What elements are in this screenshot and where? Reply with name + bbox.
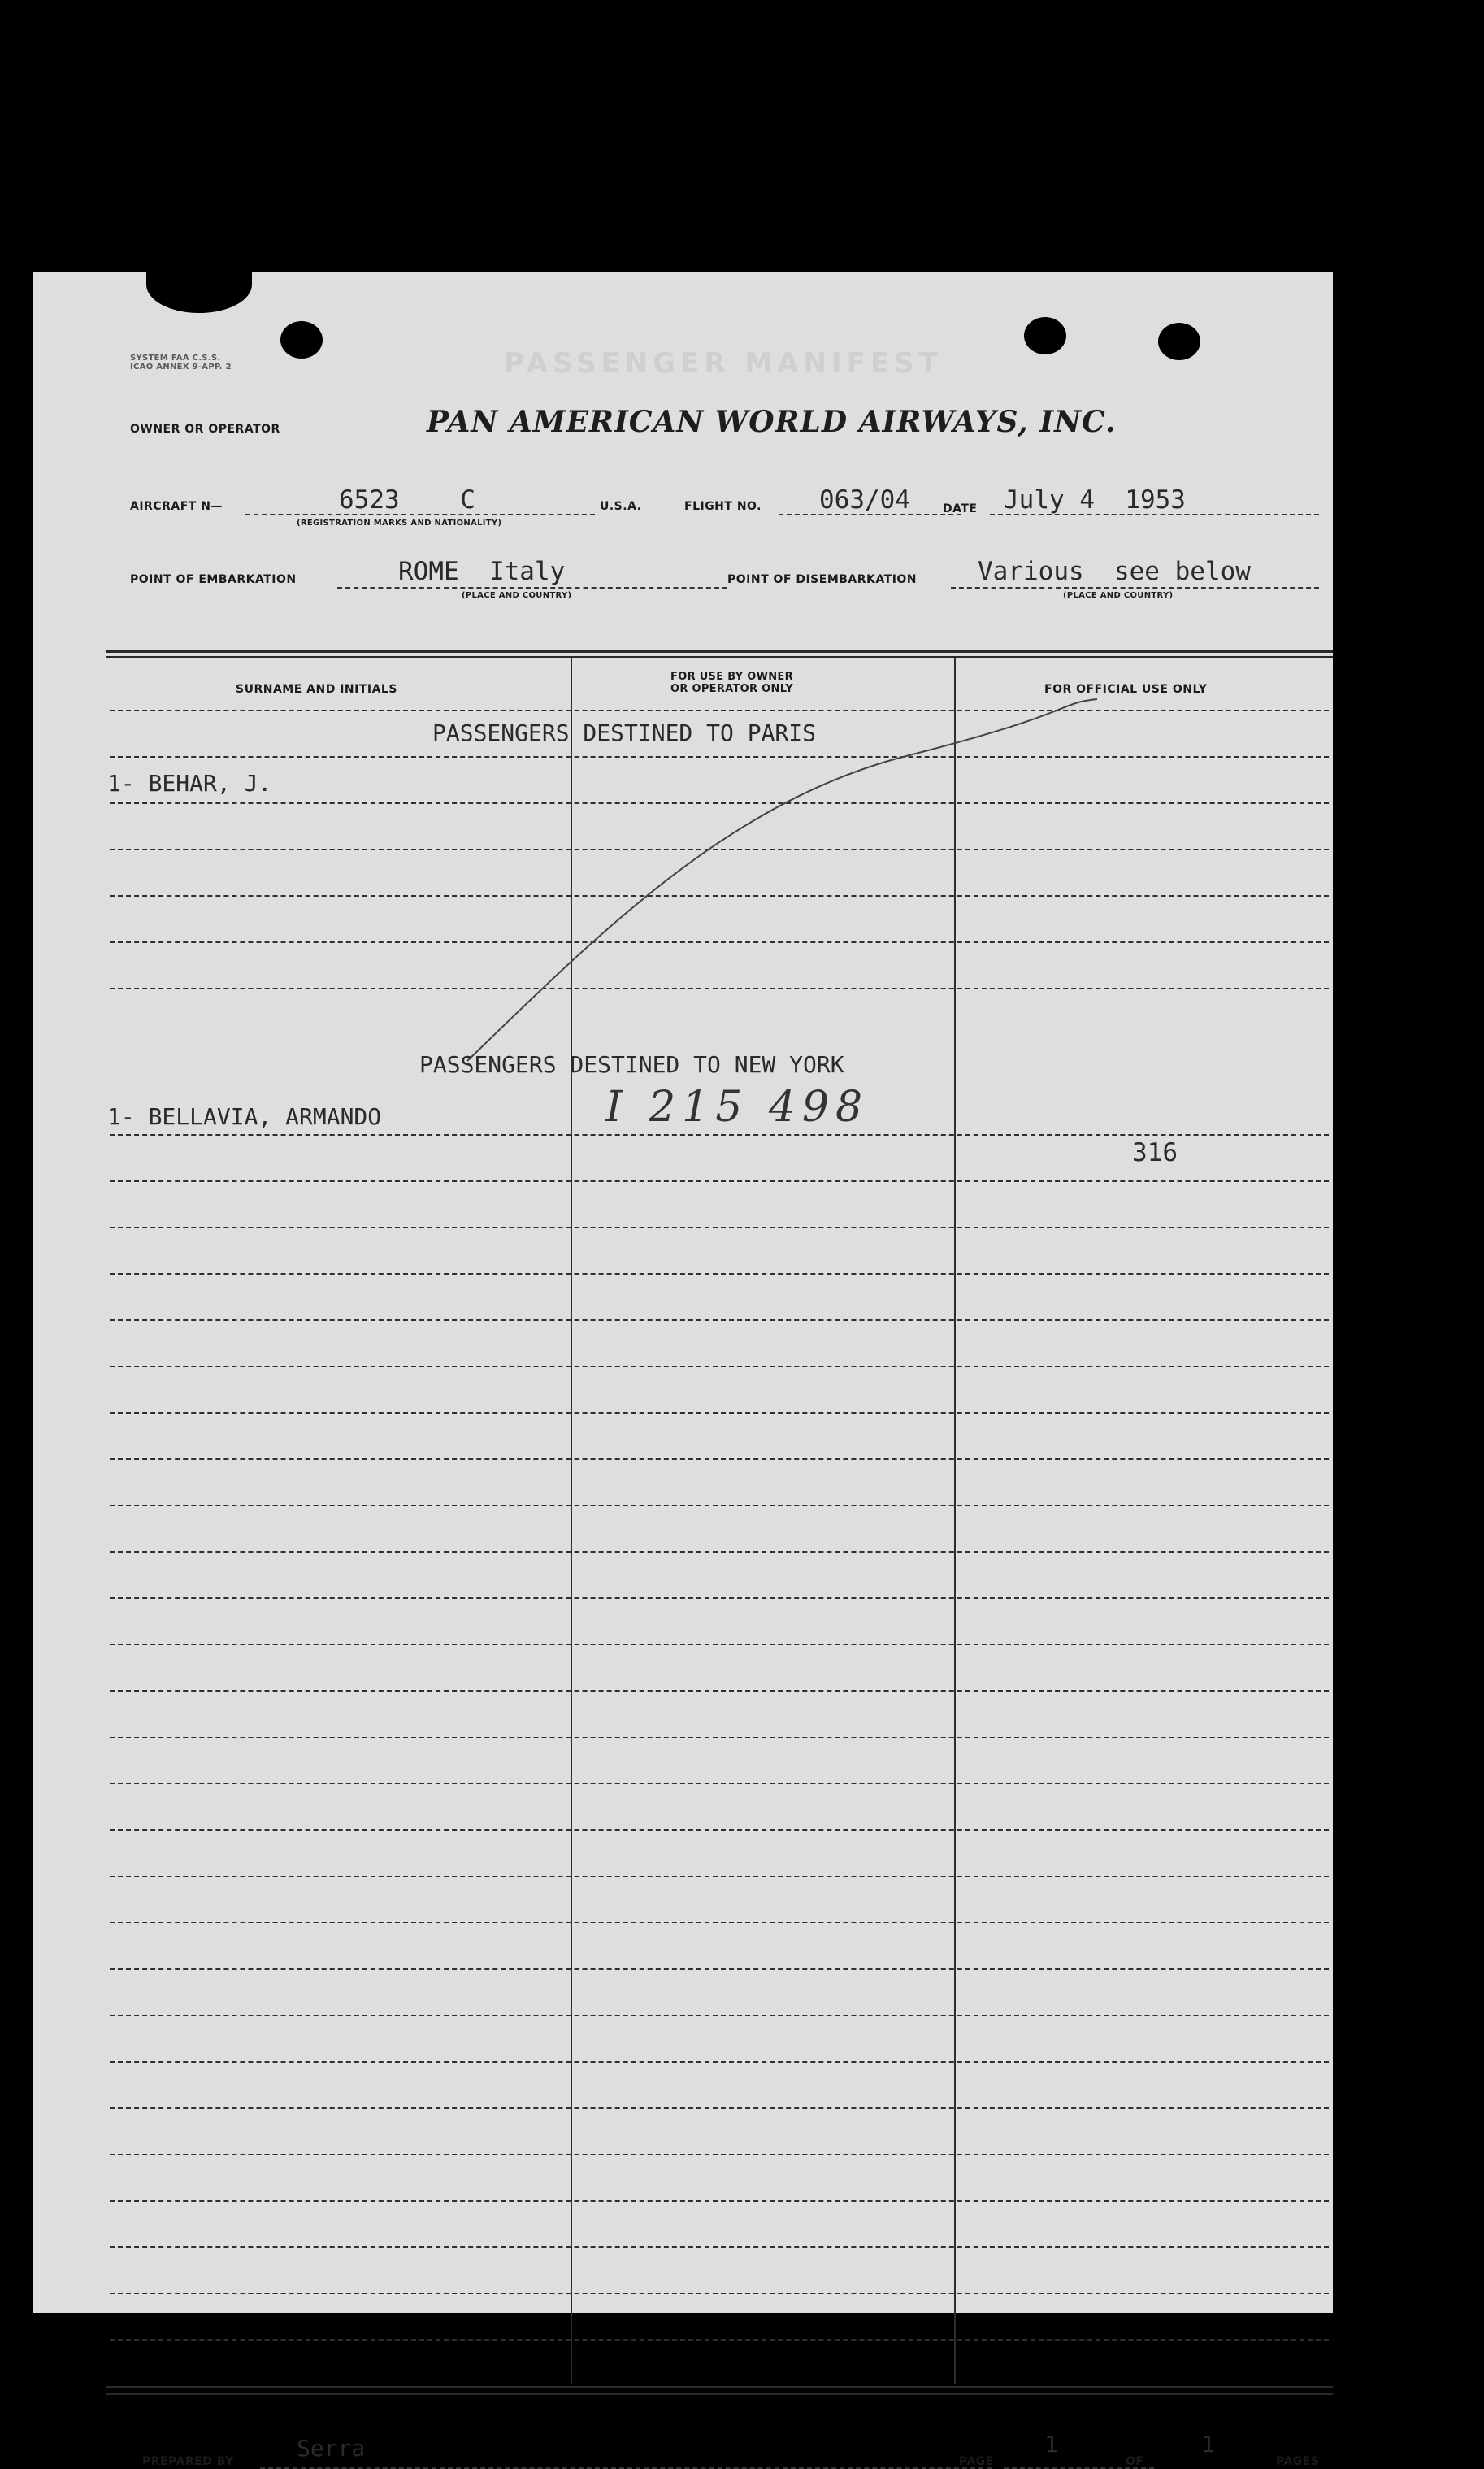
prepared-by-label: PREPARED BY — [142, 2455, 234, 2468]
form-standard-ref: SYSTEM FAA C.S.S. ICAO ANNEX 9-APP. 2 — [130, 354, 232, 372]
table-rule — [110, 2293, 1329, 2294]
pages-value: 1 — [1201, 2431, 1215, 2458]
page-value: 1 — [1044, 2431, 1058, 2458]
header-official-use: FOR OFFICIAL USE ONLY — [1044, 683, 1208, 696]
form-title: PASSENGER MANIFEST — [504, 347, 943, 380]
official-use-value: 316 — [1132, 1138, 1178, 1167]
section-heading-new-york: PASSENGERS DESTINED TO NEW YORK — [419, 1051, 844, 1078]
usa-label: U.S.A. — [600, 500, 642, 513]
table-bottom-rule-2 — [106, 2393, 1333, 2395]
header-owner-use: FOR USE BY OWNER OR OPERATOR ONLY — [670, 671, 793, 695]
date-label: DATE — [943, 502, 978, 515]
handwritten-owner-use: I 215 498 — [605, 1083, 870, 1132]
date-value: July 4 1953 — [1004, 485, 1186, 515]
disembark-label: POINT OF DISEMBARKATION — [727, 573, 918, 586]
table-rule — [110, 1690, 1329, 1692]
section-heading-paris: PASSENGERS DESTINED TO PARIS — [432, 719, 817, 746]
table-rule — [110, 1829, 1329, 1831]
table-rule — [110, 1644, 1329, 1645]
table-rule — [110, 1458, 1329, 1460]
disembark-caption: (PLACE AND COUNTRY) — [1063, 591, 1174, 600]
table-row: 1- BEHAR, J. — [107, 770, 272, 797]
table-rule — [110, 2015, 1329, 2016]
table-rule — [110, 1737, 1329, 1738]
table-rule — [110, 1505, 1329, 1506]
table-row: 1- BELLAVIA, ARMANDO — [107, 1103, 382, 1130]
table-rule — [110, 2107, 1329, 2109]
prepared-by-value: Serra — [297, 2435, 366, 2462]
pages-label: PAGES — [1276, 2455, 1320, 2468]
embark-label: POINT OF EMBARKATION — [130, 573, 297, 586]
of-label: OF — [1126, 2455, 1144, 2468]
table-rule — [110, 1597, 1329, 1599]
embark-value: ROME Italy — [398, 557, 566, 586]
owner-label: OWNER OR OPERATOR — [130, 423, 280, 436]
flight-label: FLIGHT NO. — [684, 500, 762, 513]
aircraft-value: 6523 C — [339, 485, 475, 515]
table-rule — [110, 2200, 1329, 2202]
header-surname: SURNAME AND INITIALS — [236, 683, 397, 696]
disembark-value: Various see below — [978, 557, 1251, 586]
table-rule — [110, 1922, 1329, 1923]
manifest-sheet — [33, 272, 1333, 2468]
table-rule — [110, 1551, 1329, 1553]
table-rule — [110, 1876, 1329, 1877]
table-rule — [110, 1968, 1329, 1970]
flight-value: 063/04 — [819, 485, 910, 515]
pen-stroke — [33, 272, 1333, 1411]
table-rule — [110, 2061, 1329, 2063]
table-bottom-rule — [106, 2386, 1333, 2388]
page-label: PAGE — [959, 2455, 994, 2468]
table-rule — [110, 1783, 1329, 1784]
owner-value: PAN AMERICAN WORLD AIRWAYS, INC. — [427, 405, 1117, 439]
aircraft-label: AIRCRAFT N— — [130, 500, 223, 513]
aircraft-caption: (REGISTRATION MARKS AND NATIONALITY) — [297, 519, 502, 528]
embark-caption: (PLACE AND COUNTRY) — [462, 591, 572, 600]
table-rule — [110, 2154, 1329, 2155]
table-rule — [110, 1412, 1329, 1414]
table-rule — [110, 2339, 1329, 2341]
table-rule — [110, 2246, 1329, 2248]
